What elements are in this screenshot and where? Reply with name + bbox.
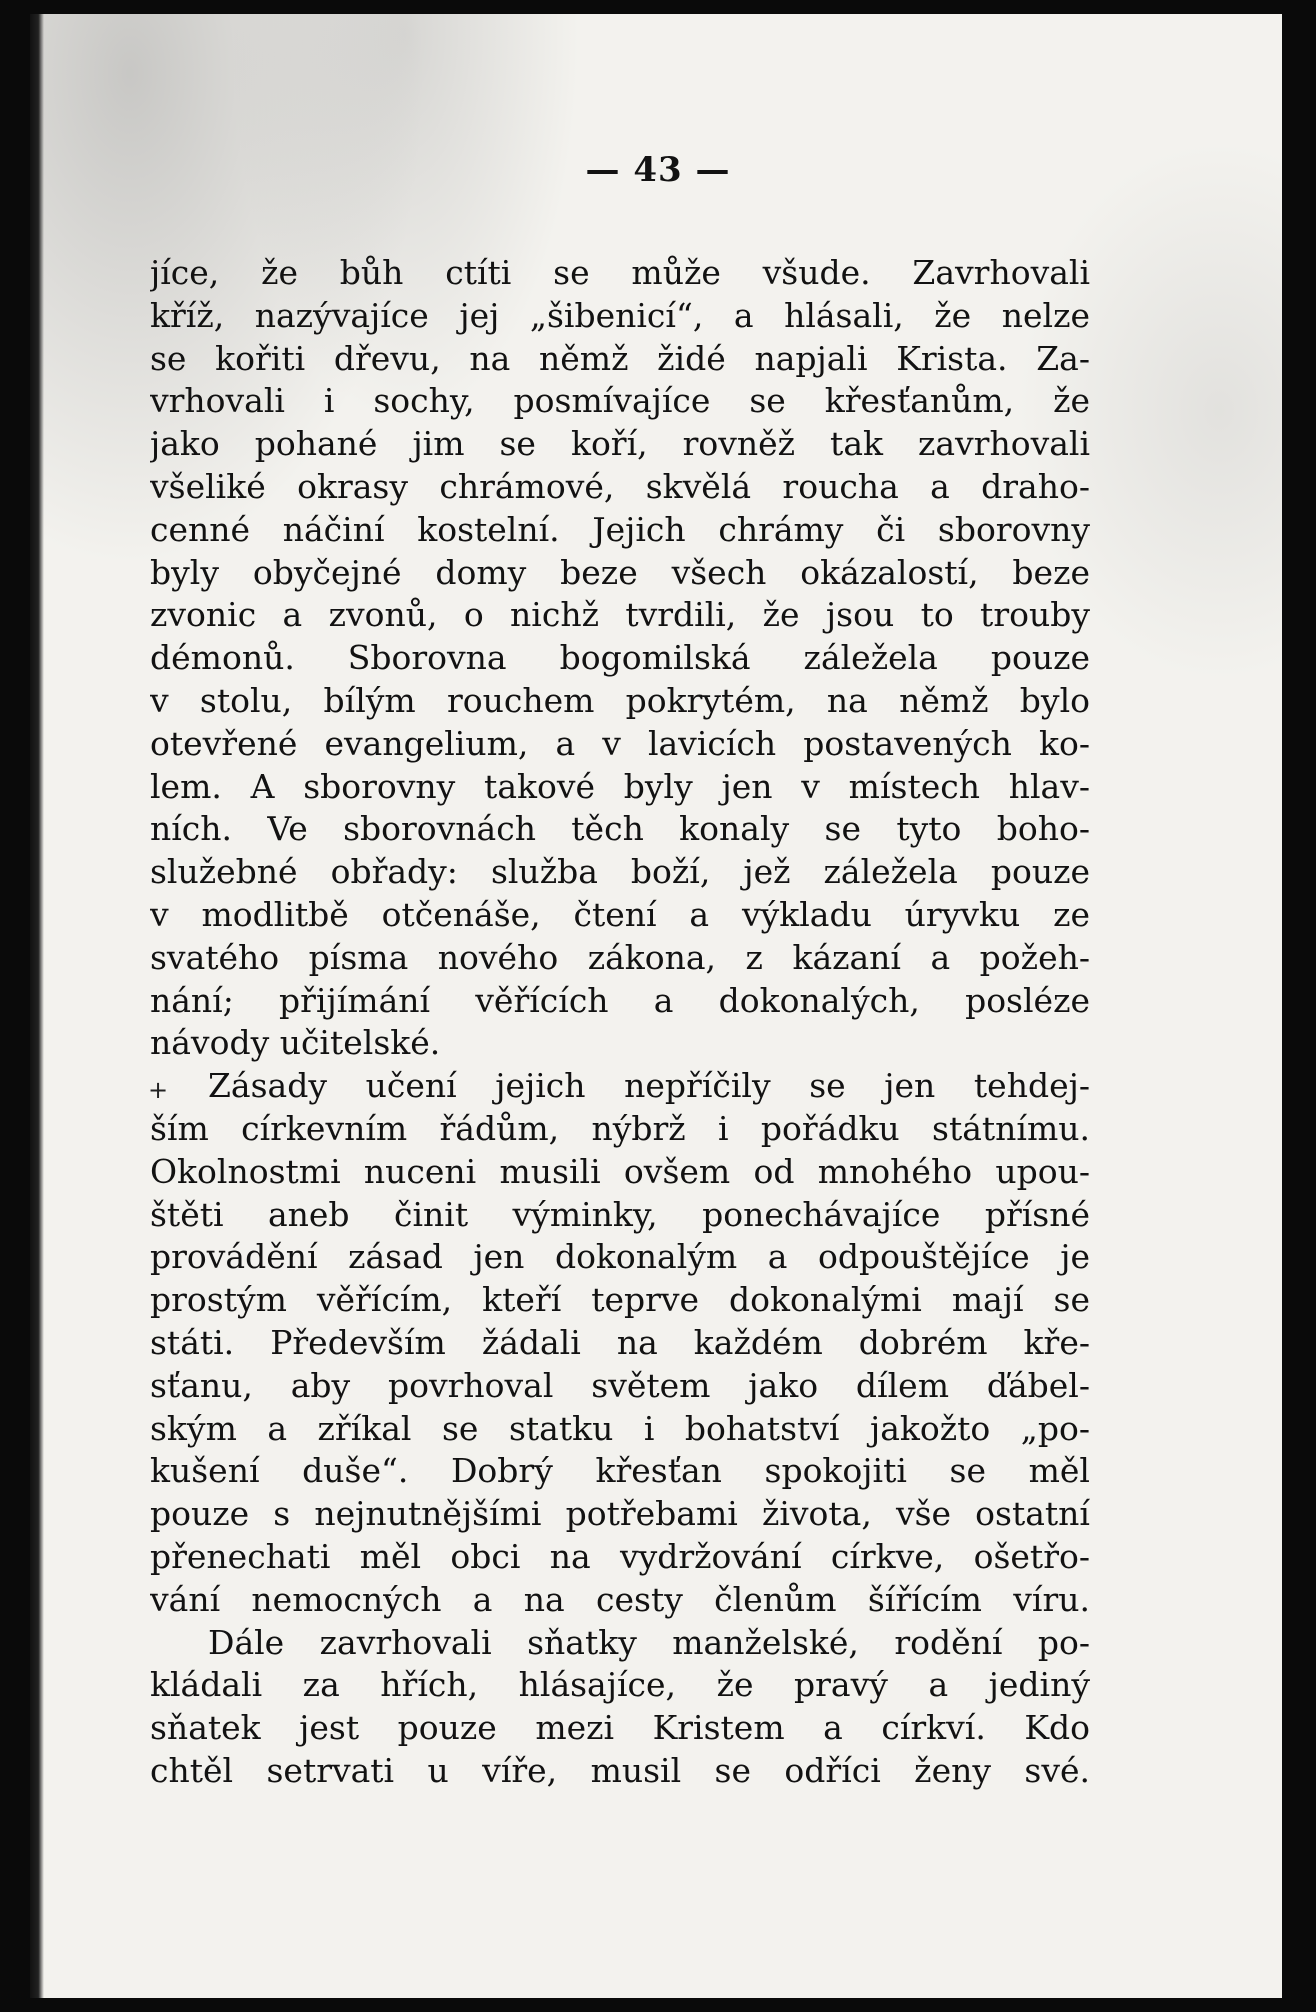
text-line: cenné náčiní kostelní. Jejich chrámy či sborovny: [150, 509, 1090, 549]
text-line: zvonic a zvonů, o nichž tvrdili, že jsou to trouby: [150, 595, 1090, 635]
text-line: chtěl setrvati u víře, musil se odříci ženy své.: [150, 1750, 1090, 1790]
text-line: lem. A sborovny takové byly jen v místech hlav-: [150, 766, 1090, 806]
text-line: otevřené evangelium, a v lavicích postavených ko-: [150, 723, 1090, 763]
text-line: kříž, nazývajíce jej „šibenicí“, a hlásali, že nelze: [150, 295, 1090, 335]
text-line: státi. Především žádali na každém dobrém kře-: [150, 1322, 1090, 1362]
text-line: démonů. Sborovna bogomilská záležela pouze: [150, 638, 1090, 678]
text-line: jako pohané jim se koří, rovněž tak zavrhovali: [150, 424, 1090, 464]
text-line: ším církevním řádům, nýbrž i pořádku státnímu.: [150, 1108, 1090, 1148]
text-line: nání; přijímání věřících a dokonalých, posléze: [150, 980, 1090, 1020]
text-line: štěti aneb činit výminky, ponechávajíce přísné: [150, 1194, 1090, 1234]
text-line: v modlitbě otčenáše, čtení a výkladu úryvku ze: [150, 894, 1090, 934]
text-line: jíce, že bůh ctíti se může všude. Zavrhovali: [150, 253, 1090, 292]
text-line: ským a zříkal se statku i bohatství jakožto „po-: [150, 1408, 1090, 1448]
text-line: sňatek jest pouze mezi Kristem a církví. Kdo: [150, 1708, 1090, 1748]
text-line: sťanu, aby povrhoval světem jako dílem ďábel-: [150, 1365, 1090, 1405]
margin-plus-mark: +: [148, 1076, 169, 1104]
text-line: byly obyčejné domy beze všech okázalostí, beze: [150, 552, 1090, 592]
text-line: Zásady učení jejich nepříčily se jen tehdej-: [208, 1066, 1090, 1106]
text-line: Okolnostmi nuceni musili ovšem od mnohého upou-: [150, 1151, 1090, 1191]
text-line: v stolu, bílým rouchem pokrytém, na němž bylo: [150, 680, 1090, 720]
text-line: pouze s nejnutnějšími potřebami života, vše ostatní: [150, 1494, 1090, 1534]
text-line: se kořiti dřevu, na němž židé napjali Krista. Za-: [150, 338, 1090, 378]
text-line: vrhovali i sochy, posmívajíce se křesťanům, že: [150, 381, 1090, 421]
text-line: vání nemocných a na cesty členům šířícím víru.: [150, 1579, 1090, 1619]
text-line: kušení duše“. Dobrý křesťan spokojiti se měl: [150, 1451, 1090, 1491]
text-line: kládali za hřích, hlásajíce, že pravý a jediný: [150, 1665, 1090, 1705]
text-line: svatého písma nového zákona, z kázaní a požeh-: [150, 937, 1090, 977]
text-line: všeliké okrasy chrámové, skvělá roucha a draho-: [150, 466, 1090, 506]
text-line: provádění zásad jen dokonalým a odpouštějíce je: [150, 1237, 1090, 1277]
page-binding-edge: [30, 14, 44, 1998]
text-line: Dále zavrhovali sňatky manželské, rodění po-: [208, 1622, 1090, 1662]
text-line: ních. Ve sborovnách těch konaly se tyto boho-: [150, 809, 1090, 849]
text-line: prostým věřícím, kteří teprve dokonalými mají se: [150, 1280, 1090, 1320]
page-number: — 43 —: [585, 150, 731, 190]
text-line: služebné obřady: služba boží, jež záležela pouze: [150, 852, 1090, 892]
text-line: návody učitelské.: [150, 1023, 441, 1063]
body-text: [150, 252, 1090, 1793]
text-line: přenechati měl obci na vydržování církve, ošetřo-: [150, 1536, 1090, 1576]
